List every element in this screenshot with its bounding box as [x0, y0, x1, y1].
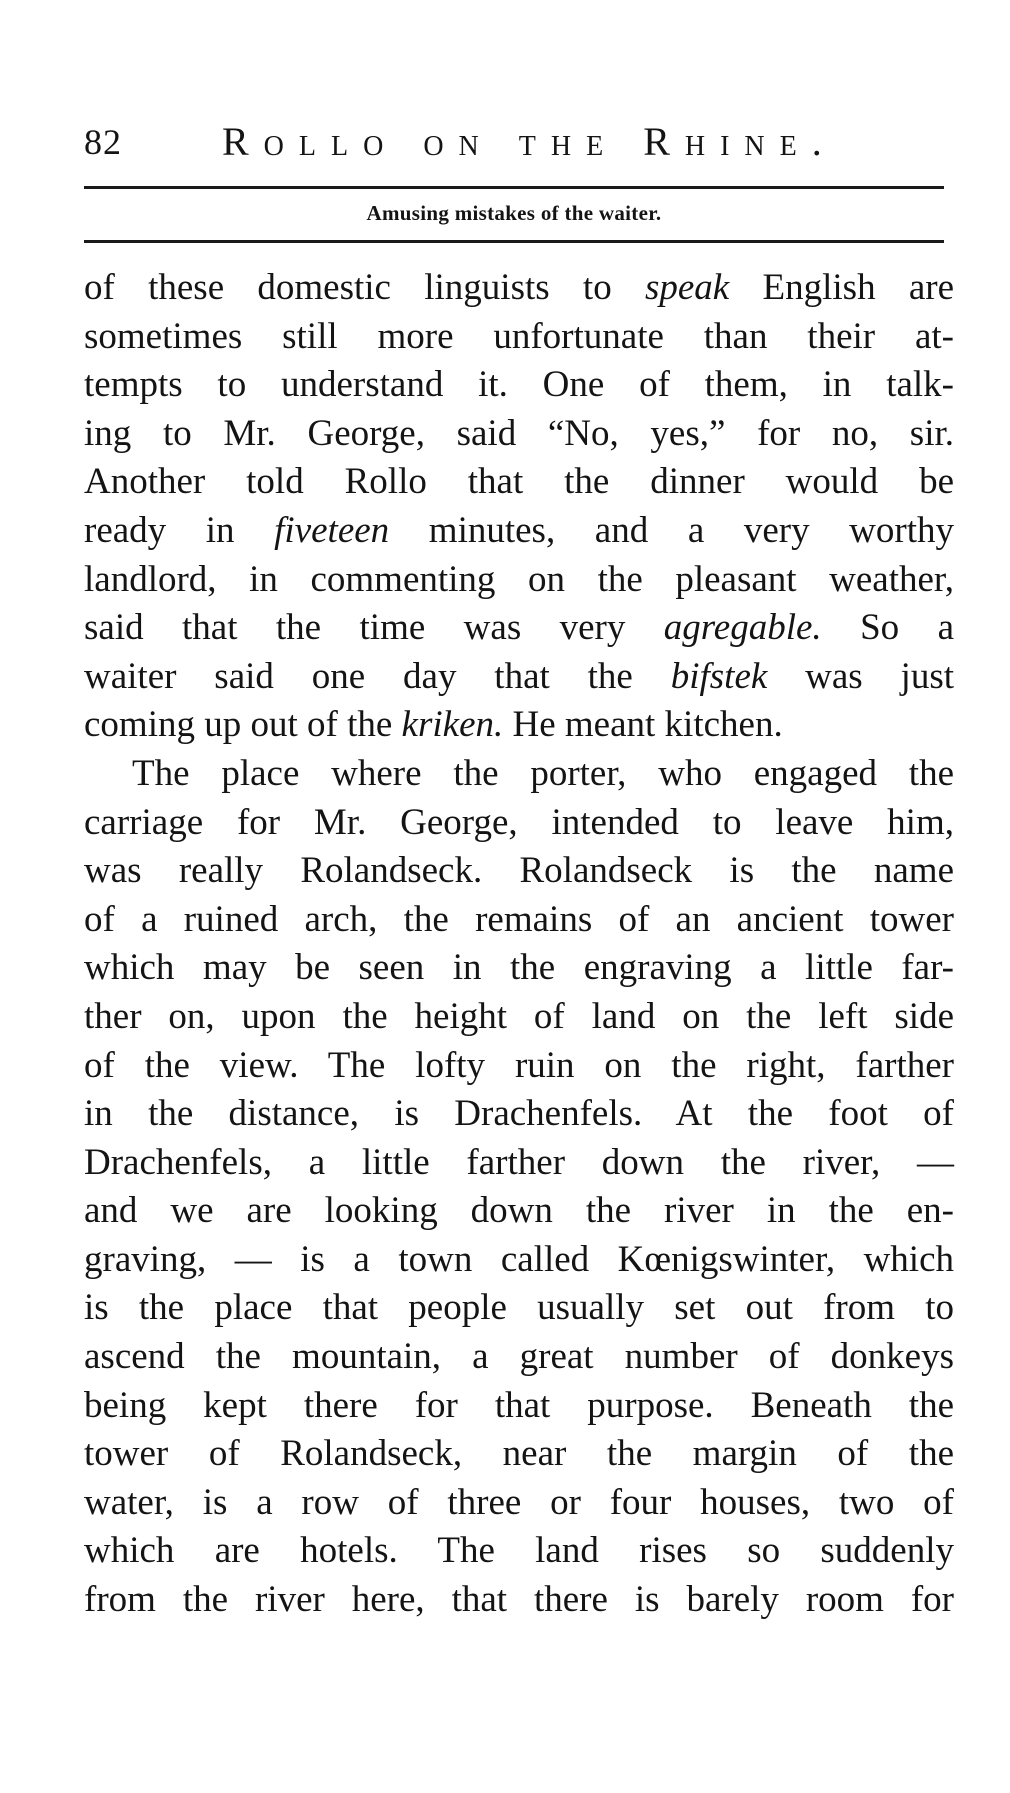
text-line [84, 313, 954, 362]
text-line [84, 799, 954, 848]
paragraph [84, 750, 954, 1625]
text-line [84, 1527, 954, 1576]
text-run: So a [821, 607, 954, 649]
italic-word: agregable. [663, 607, 822, 649]
text-line [84, 1139, 954, 1188]
text-run: ther on, upon the height of land on the left side [84, 995, 954, 1037]
text-line [84, 896, 954, 945]
text-run: is the place that people usually set out from to [84, 1287, 954, 1329]
text-run: in the distance, is Drachenfels. At the foot of [84, 1093, 954, 1135]
text-line [84, 1090, 954, 1139]
text-run: ing to Mr. George, said “No, yes,” for no, sir. [84, 412, 954, 454]
text-line [84, 1430, 954, 1479]
text-line [84, 410, 954, 459]
text-line [84, 1042, 954, 1091]
text-run: sometimes still more unfortunate than their at- [84, 315, 954, 357]
text-line [84, 604, 954, 653]
text-run: of the view. The lofty ruin on the right, farther [84, 1044, 954, 1086]
text-run: tempts to understand it. One of them, in talk- [84, 364, 954, 406]
text-line [84, 1187, 954, 1236]
text-line [84, 458, 954, 507]
text-run: was really Rolandseck. Rolandseck is the name [84, 850, 954, 892]
text-run: being kept there for that purpose. Beneath the [84, 1384, 954, 1426]
text-line [84, 361, 954, 410]
text-run: and we are looking down the river in the en- [84, 1190, 954, 1232]
running-head [84, 118, 944, 168]
text-run: tower of Rolandseck, near the margin of the [84, 1433, 954, 1475]
italic-word: speak [644, 267, 730, 308]
text-run: from the river here, that there is barely room for [84, 1579, 954, 1621]
text-line [84, 1333, 954, 1382]
text-run: waiter said one day that the [84, 655, 671, 697]
text-run: landlord, in commenting on the pleasant weather, [84, 558, 954, 600]
text-run: Drachenfels, a little farther down the river, — [84, 1141, 954, 1183]
text-run: of these domestic linguists to [84, 267, 645, 308]
text-line [84, 993, 954, 1042]
text-run: Another told Rollo that the dinner would be [84, 461, 954, 503]
header-rule-bottom [84, 240, 944, 243]
text-run: water, is a row of three or four houses, two of [84, 1481, 954, 1523]
paragraph [84, 264, 954, 750]
text-run: said that the time was very [84, 607, 664, 649]
page-number: 82 [84, 122, 122, 162]
text-line [84, 556, 954, 605]
text-run: carriage for Mr. George, intended to leave him, [84, 801, 954, 843]
text-line [84, 1284, 954, 1333]
text-run: ascend the mountain, a great number of donkeys [84, 1336, 954, 1378]
text-run: He meant kitchen. [503, 704, 783, 746]
text-line [84, 507, 954, 556]
text-line [84, 1236, 954, 1285]
text-run: coming up out of the [84, 704, 402, 746]
text-run: which may be seen in the engraving a little far- [84, 947, 954, 989]
text-line [84, 1382, 954, 1431]
italic-word: fiveteen [274, 509, 390, 551]
header-rule-top [84, 186, 944, 189]
text-run: The place where the porter, who engaged the [132, 752, 954, 794]
body-text [84, 264, 954, 1625]
italic-word: bifstek [670, 655, 768, 697]
text-line [84, 1479, 954, 1528]
text-run: minutes, and a very worthy [389, 509, 954, 551]
text-run: was just [767, 655, 955, 697]
section-subhead: Amusing mistakes of the waiter. [366, 201, 662, 225]
italic-word: kriken. [401, 704, 504, 746]
text-run: ready in [84, 509, 275, 551]
text-line [84, 944, 954, 993]
text-line [84, 750, 954, 799]
text-run: which are hotels. The land rises so suddenly [84, 1530, 954, 1572]
text-line [84, 1576, 954, 1625]
text-run: of a ruined arch, the remains of an ancient tower [84, 898, 954, 940]
text-run: English are [729, 267, 955, 308]
book-title: Rollo on the Rhine. [222, 119, 837, 164]
text-line [84, 264, 954, 313]
text-run: graving, — is a town called Kœnigswinter, which [84, 1238, 954, 1280]
text-line [84, 701, 954, 750]
text-line [84, 847, 954, 896]
text-line [84, 653, 954, 702]
